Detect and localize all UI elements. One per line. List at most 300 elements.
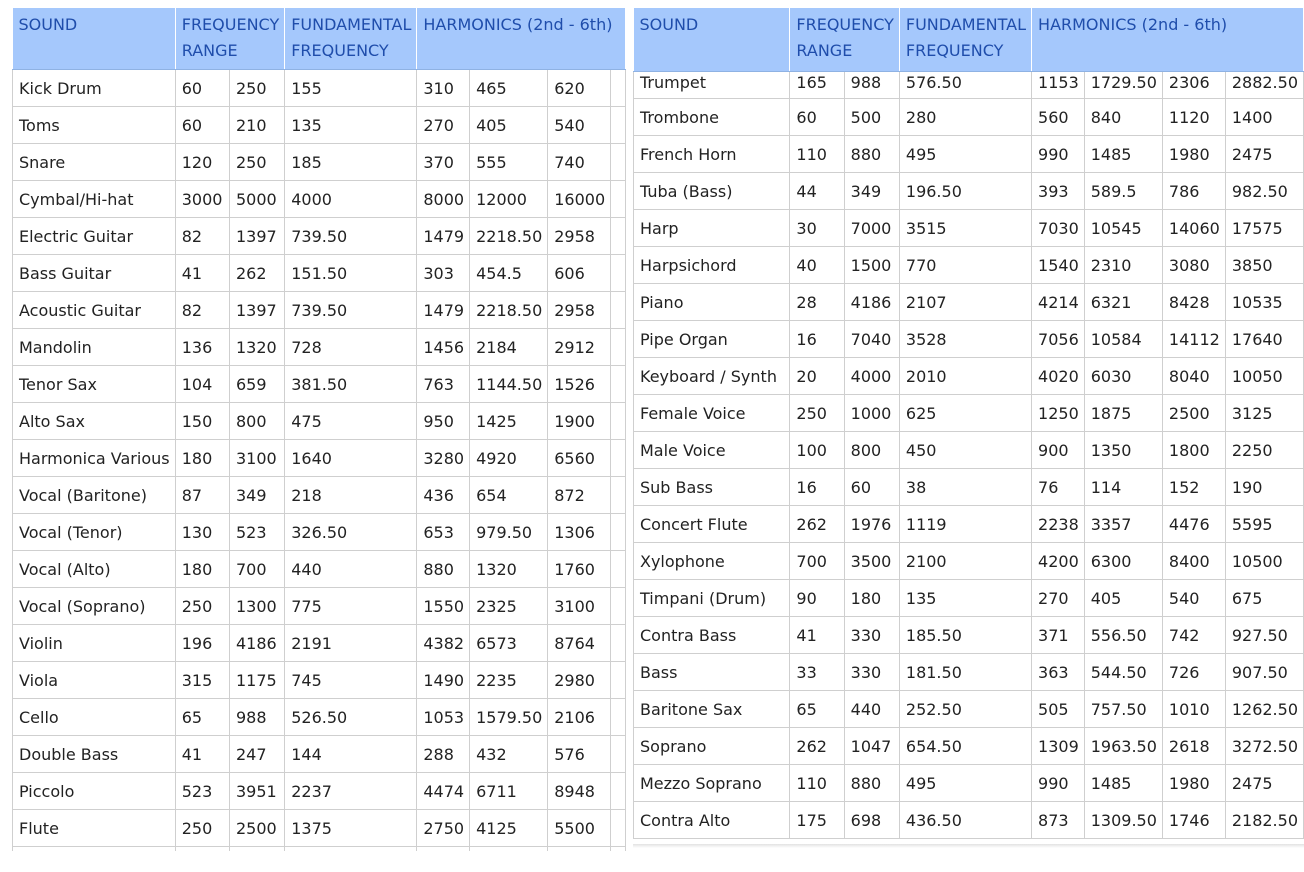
sound-name-cell: Vocal (Soprano) [13, 588, 176, 625]
value-cell: 180 [844, 580, 899, 617]
value-cell: 1000 [844, 395, 899, 432]
value-cell: 60 [175, 107, 229, 144]
value-cell: 7040 [844, 321, 899, 358]
sound-name-cell: Kick Drum [13, 70, 176, 107]
value-cell: 10050 [1225, 358, 1303, 395]
table-row [634, 469, 1304, 506]
value-cell: 14060 [1162, 210, 1225, 247]
sound-name-cell: Mandolin [13, 329, 176, 366]
value-cell: 3515 [899, 210, 1031, 247]
value-cell: 1479 [417, 218, 470, 255]
empty-cell [611, 810, 626, 847]
sound-name-cell: Piano [634, 284, 790, 321]
table-row [13, 773, 626, 810]
sound-name-cell: Timpani (Drum) [634, 580, 790, 617]
value-cell: 250 [790, 395, 844, 432]
value-cell: 165 [790, 72, 844, 99]
sound-name-cell: Pipe Organ [634, 321, 790, 358]
value-cell: 1963.50 [1084, 728, 1162, 765]
value-cell: 135 [285, 107, 417, 144]
sound-name-cell: Keyboard / Synth [634, 358, 790, 395]
sound-name-cell: French Horn [634, 136, 790, 173]
value-cell: 495 [899, 765, 1031, 802]
value-cell: 310 [417, 70, 470, 107]
value-cell: 1053 [417, 699, 470, 736]
value-cell: 589.5 [1084, 173, 1162, 210]
sound-name-cell: Vocal (Baritone) [13, 477, 176, 514]
value-cell: 8040 [1162, 358, 1225, 395]
value-cell: 698 [844, 802, 899, 839]
value-cell: 3528 [899, 321, 1031, 358]
sound-name-cell: Acoustic Guitar [13, 292, 176, 329]
value-cell: 4920 [470, 440, 548, 477]
value-cell: 526.50 [285, 699, 417, 736]
table-row [634, 136, 1304, 173]
value-cell: 982.50 [1225, 173, 1303, 210]
value-cell: 1350 [1084, 432, 1162, 469]
empty-cell [611, 736, 626, 773]
value-cell: 440 [844, 691, 899, 728]
value-cell: 5595 [1225, 506, 1303, 543]
value-cell: 739.50 [285, 218, 417, 255]
value-cell: 659 [229, 366, 284, 403]
table-row [634, 99, 1304, 136]
value-cell: 2912 [548, 329, 611, 366]
table-row [13, 810, 626, 847]
table-row [634, 654, 1304, 691]
value-cell: 16 [790, 321, 844, 358]
value-cell: 10545 [1084, 210, 1162, 247]
value-cell: 136 [175, 329, 229, 366]
sound-name-cell: Tuba (Bass) [634, 173, 790, 210]
value-cell: 4000 [285, 181, 417, 218]
table-row [13, 551, 626, 588]
value-cell: 2500 [1162, 395, 1225, 432]
empty-cell [611, 70, 626, 107]
value-cell: 1800 [1162, 432, 1225, 469]
value-cell: 1526 [548, 366, 611, 403]
value-cell: 65 [175, 699, 229, 736]
value-cell: 144 [285, 736, 417, 773]
value-cell: 1309.50 [1084, 802, 1162, 839]
value-cell: 76 [1032, 469, 1085, 506]
value-cell: 1320 [229, 329, 284, 366]
value-cell: 465 [470, 70, 548, 107]
table-row [13, 70, 626, 107]
value-cell: 250 [229, 144, 284, 181]
value-cell: 185 [285, 144, 417, 181]
value-cell: 17640 [1225, 321, 1303, 358]
value-cell: 620 [548, 70, 611, 107]
value-cell: 990 [1032, 765, 1085, 802]
value-cell: 873 [1032, 802, 1085, 839]
header-harmonics: HARMONICS (2nd - 6th) [1032, 8, 1304, 72]
table-row [634, 580, 1304, 617]
value-cell: 800 [229, 403, 284, 440]
value-cell: 1875 [1084, 395, 1162, 432]
value-cell: 151.50 [285, 255, 417, 292]
value-cell: 33 [790, 654, 844, 691]
value-cell: 1976 [844, 506, 899, 543]
value-cell: 2106 [548, 699, 611, 736]
value-cell: 14112 [1162, 321, 1225, 358]
sound-name-cell: Sub Bass [634, 469, 790, 506]
value-cell: 700 [229, 551, 284, 588]
value-cell: 2218.50 [470, 218, 548, 255]
table-row [13, 440, 626, 477]
value-cell: 16 [790, 469, 844, 506]
value-cell: 436 [417, 477, 470, 514]
empty-cell [548, 847, 611, 852]
sound-name-cell: Harp [634, 210, 790, 247]
table-row [634, 617, 1304, 654]
value-cell: 28 [790, 284, 844, 321]
empty-cell [285, 847, 417, 852]
value-cell: 505 [1032, 691, 1085, 728]
value-cell: 218 [285, 477, 417, 514]
table-row [13, 588, 626, 625]
left-table-panel [12, 8, 626, 852]
value-cell: 3280 [417, 440, 470, 477]
value-cell: 60 [844, 469, 899, 506]
value-cell: 6300 [1084, 543, 1162, 580]
sound-name-cell: Soprano [634, 728, 790, 765]
value-cell: 1479 [417, 292, 470, 329]
value-cell: 10500 [1225, 543, 1303, 580]
value-cell: 181.50 [899, 654, 1031, 691]
value-cell: 2237 [285, 773, 417, 810]
value-cell: 349 [229, 477, 284, 514]
sound-name-cell: Bass [634, 654, 790, 691]
value-cell: 3080 [1162, 247, 1225, 284]
sound-name-cell: Mezzo Soprano [634, 765, 790, 802]
value-cell: 7056 [1032, 321, 1085, 358]
sound-name-cell: Baritone Sax [634, 691, 790, 728]
value-cell: 927.50 [1225, 617, 1303, 654]
value-cell: 4000 [844, 358, 899, 395]
value-cell: 1980 [1162, 765, 1225, 802]
value-cell: 110 [790, 765, 844, 802]
empty-cell [611, 847, 626, 852]
value-cell: 2618 [1162, 728, 1225, 765]
value-cell: 1729.50 [1084, 72, 1162, 99]
value-cell: 560 [1032, 99, 1085, 136]
value-cell: 270 [1032, 580, 1085, 617]
sound-name-cell: Trombone [634, 99, 790, 136]
value-cell: 726 [1162, 654, 1225, 691]
sound-name-cell: Violin [13, 625, 176, 662]
table-row [13, 699, 626, 736]
value-cell: 2475 [1225, 765, 1303, 802]
table-row [634, 543, 1304, 580]
value-cell: 371 [1032, 617, 1085, 654]
sound-name-cell: Toms [13, 107, 176, 144]
value-cell: 6030 [1084, 358, 1162, 395]
value-cell: 523 [229, 514, 284, 551]
empty-cell [417, 847, 470, 852]
value-cell: 4186 [844, 284, 899, 321]
value-cell: 1640 [285, 440, 417, 477]
value-cell: 2306 [1162, 72, 1225, 99]
value-cell: 3000 [175, 181, 229, 218]
value-cell: 1485 [1084, 765, 1162, 802]
value-cell: 1397 [229, 218, 284, 255]
value-cell: 2250 [1225, 432, 1303, 469]
value-cell: 988 [844, 72, 899, 99]
header-sound: SOUND [13, 8, 176, 70]
header-row [634, 8, 1304, 72]
value-cell: 653 [417, 514, 470, 551]
value-cell: 262 [229, 255, 284, 292]
value-cell: 654.50 [899, 728, 1031, 765]
value-cell: 500 [844, 99, 899, 136]
value-cell: 6573 [470, 625, 548, 662]
value-cell: 3951 [229, 773, 284, 810]
value-cell: 5000 [229, 181, 284, 218]
value-cell: 740 [548, 144, 611, 181]
empty-cell [611, 218, 626, 255]
value-cell: 4476 [1162, 506, 1225, 543]
value-cell: 280 [899, 99, 1031, 136]
sound-name-cell: Harmonica Various [13, 440, 176, 477]
sound-name-cell: Harpsichord [634, 247, 790, 284]
sound-name-cell: Contra Alto [634, 802, 790, 839]
empty-cell [611, 255, 626, 292]
table-row [634, 284, 1304, 321]
value-cell: 349 [844, 173, 899, 210]
header-fundamental-frequency: FUNDAMENTAL FREQUENCY [899, 8, 1031, 72]
value-cell: 38 [899, 469, 1031, 506]
sound-name-cell: Cello [13, 699, 176, 736]
table-row [634, 395, 1304, 432]
value-cell: 155 [285, 70, 417, 107]
value-cell: 10584 [1084, 321, 1162, 358]
value-cell: 675 [1225, 580, 1303, 617]
sound-name-cell: Xylophone [634, 543, 790, 580]
sound-name-cell: Viola [13, 662, 176, 699]
table-row [634, 691, 1304, 728]
value-cell: 1119 [899, 506, 1031, 543]
value-cell: 4200 [1032, 543, 1085, 580]
value-cell: 8764 [548, 625, 611, 662]
value-cell: 250 [229, 70, 284, 107]
value-cell: 1300 [229, 588, 284, 625]
value-cell: 326.50 [285, 514, 417, 551]
value-cell: 1375 [285, 810, 417, 847]
value-cell: 12000 [470, 181, 548, 218]
value-cell: 190 [1225, 469, 1303, 506]
value-cell: 1746 [1162, 802, 1225, 839]
table-row [634, 728, 1304, 765]
header-fundamental-frequency: FUNDAMENTAL FREQUENCY [285, 8, 417, 70]
value-cell: 1579.50 [470, 699, 548, 736]
value-cell: 405 [470, 107, 548, 144]
value-cell: 950 [417, 403, 470, 440]
value-cell: 262 [790, 506, 844, 543]
value-cell: 130 [175, 514, 229, 551]
value-cell: 880 [844, 136, 899, 173]
value-cell: 2310 [1084, 247, 1162, 284]
value-cell: 556.50 [1084, 617, 1162, 654]
sound-name-cell: Concert Flute [634, 506, 790, 543]
value-cell: 757.50 [1084, 691, 1162, 728]
table-shadow [633, 844, 1304, 848]
sound-name-cell: Alto Sax [13, 403, 176, 440]
value-cell: 363 [1032, 654, 1085, 691]
table-row-partial [13, 847, 626, 852]
value-cell: 4125 [470, 810, 548, 847]
empty-cell [611, 181, 626, 218]
value-cell: 4020 [1032, 358, 1085, 395]
value-cell: 7000 [844, 210, 899, 247]
empty-cell [470, 847, 548, 852]
value-cell: 3100 [229, 440, 284, 477]
value-cell: 2500 [229, 810, 284, 847]
table-row [13, 218, 626, 255]
empty-cell [611, 662, 626, 699]
frequency-table-right [633, 8, 1304, 839]
value-cell: 210 [229, 107, 284, 144]
empty-cell [611, 292, 626, 329]
value-cell: 979.50 [470, 514, 548, 551]
value-cell: 3100 [548, 588, 611, 625]
table-row [634, 506, 1304, 543]
value-cell: 990 [1032, 136, 1085, 173]
value-cell: 120 [175, 144, 229, 181]
value-cell: 786 [1162, 173, 1225, 210]
value-cell: 20 [790, 358, 844, 395]
value-cell: 988 [229, 699, 284, 736]
table-row [13, 662, 626, 699]
value-cell: 1485 [1084, 136, 1162, 173]
value-cell: 1306 [548, 514, 611, 551]
empty-cell [611, 625, 626, 662]
value-cell: 247 [229, 736, 284, 773]
value-cell: 82 [175, 218, 229, 255]
value-cell: 745 [285, 662, 417, 699]
value-cell: 450 [899, 432, 1031, 469]
empty-cell [611, 773, 626, 810]
value-cell: 763 [417, 366, 470, 403]
table-row [13, 366, 626, 403]
value-cell: 576.50 [899, 72, 1031, 99]
value-cell: 250 [175, 588, 229, 625]
value-cell: 1456 [417, 329, 470, 366]
value-cell: 41 [790, 617, 844, 654]
table-row [634, 210, 1304, 247]
value-cell: 40 [790, 247, 844, 284]
empty-cell [611, 477, 626, 514]
value-cell: 82 [175, 292, 229, 329]
value-cell: 393 [1032, 173, 1085, 210]
value-cell: 330 [844, 654, 899, 691]
value-cell: 41 [175, 736, 229, 773]
header-frequency-range: FREQUENCY RANGE [175, 8, 284, 70]
value-cell: 900 [1032, 432, 1085, 469]
table-row [13, 329, 626, 366]
header-harmonics: HARMONICS (2nd - 6th) [417, 8, 626, 70]
table-row [634, 173, 1304, 210]
value-cell: 436.50 [899, 802, 1031, 839]
value-cell: 2475 [1225, 136, 1303, 173]
value-cell: 872 [548, 477, 611, 514]
value-cell: 440 [285, 551, 417, 588]
sound-name-cell: Contra Bass [634, 617, 790, 654]
value-cell: 114 [1084, 469, 1162, 506]
sound-name-cell: Flute [13, 810, 176, 847]
value-cell: 1540 [1032, 247, 1085, 284]
header-sound: SOUND [634, 8, 790, 72]
value-cell: 175 [790, 802, 844, 839]
value-cell: 1153 [1032, 72, 1085, 99]
value-cell: 2882.50 [1225, 72, 1303, 99]
value-cell: 196 [175, 625, 229, 662]
value-cell: 2010 [899, 358, 1031, 395]
table-row [634, 321, 1304, 358]
value-cell: 288 [417, 736, 470, 773]
value-cell: 1250 [1032, 395, 1085, 432]
right-table-body [634, 72, 1304, 839]
value-cell: 90 [790, 580, 844, 617]
value-cell: 1397 [229, 292, 284, 329]
value-cell: 6711 [470, 773, 548, 810]
value-cell: 16000 [548, 181, 611, 218]
value-cell: 2218.50 [470, 292, 548, 329]
value-cell: 907.50 [1225, 654, 1303, 691]
value-cell: 454.5 [470, 255, 548, 292]
value-cell: 185.50 [899, 617, 1031, 654]
sound-name-cell: Electric Guitar [13, 218, 176, 255]
table-row [13, 144, 626, 181]
table-row [13, 514, 626, 551]
value-cell: 330 [844, 617, 899, 654]
value-cell: 432 [470, 736, 548, 773]
value-cell: 381.50 [285, 366, 417, 403]
value-cell: 3357 [1084, 506, 1162, 543]
value-cell: 739.50 [285, 292, 417, 329]
table-row [634, 247, 1304, 284]
value-cell: 576 [548, 736, 611, 773]
empty-cell [175, 847, 229, 852]
value-cell: 4382 [417, 625, 470, 662]
value-cell: 315 [175, 662, 229, 699]
table-row [634, 358, 1304, 395]
sound-name-cell: Trumpet [634, 72, 790, 99]
value-cell: 2184 [470, 329, 548, 366]
value-cell: 540 [1162, 580, 1225, 617]
sound-name-cell: Piccolo [13, 773, 176, 810]
sound-name-cell: Male Voice [634, 432, 790, 469]
table-row [634, 802, 1304, 839]
table-row [13, 292, 626, 329]
value-cell: 60 [790, 99, 844, 136]
sound-name-cell: Vocal (Tenor) [13, 514, 176, 551]
table-row [634, 72, 1304, 99]
value-cell: 1120 [1162, 99, 1225, 136]
value-cell: 17575 [1225, 210, 1303, 247]
value-cell: 8400 [1162, 543, 1225, 580]
value-cell: 880 [417, 551, 470, 588]
value-cell: 2238 [1032, 506, 1085, 543]
value-cell: 110 [790, 136, 844, 173]
empty-cell [611, 107, 626, 144]
value-cell: 44 [790, 173, 844, 210]
value-cell: 2958 [548, 218, 611, 255]
value-cell: 8428 [1162, 284, 1225, 321]
sound-name-cell: Snare [13, 144, 176, 181]
value-cell: 1262.50 [1225, 691, 1303, 728]
value-cell: 2235 [470, 662, 548, 699]
